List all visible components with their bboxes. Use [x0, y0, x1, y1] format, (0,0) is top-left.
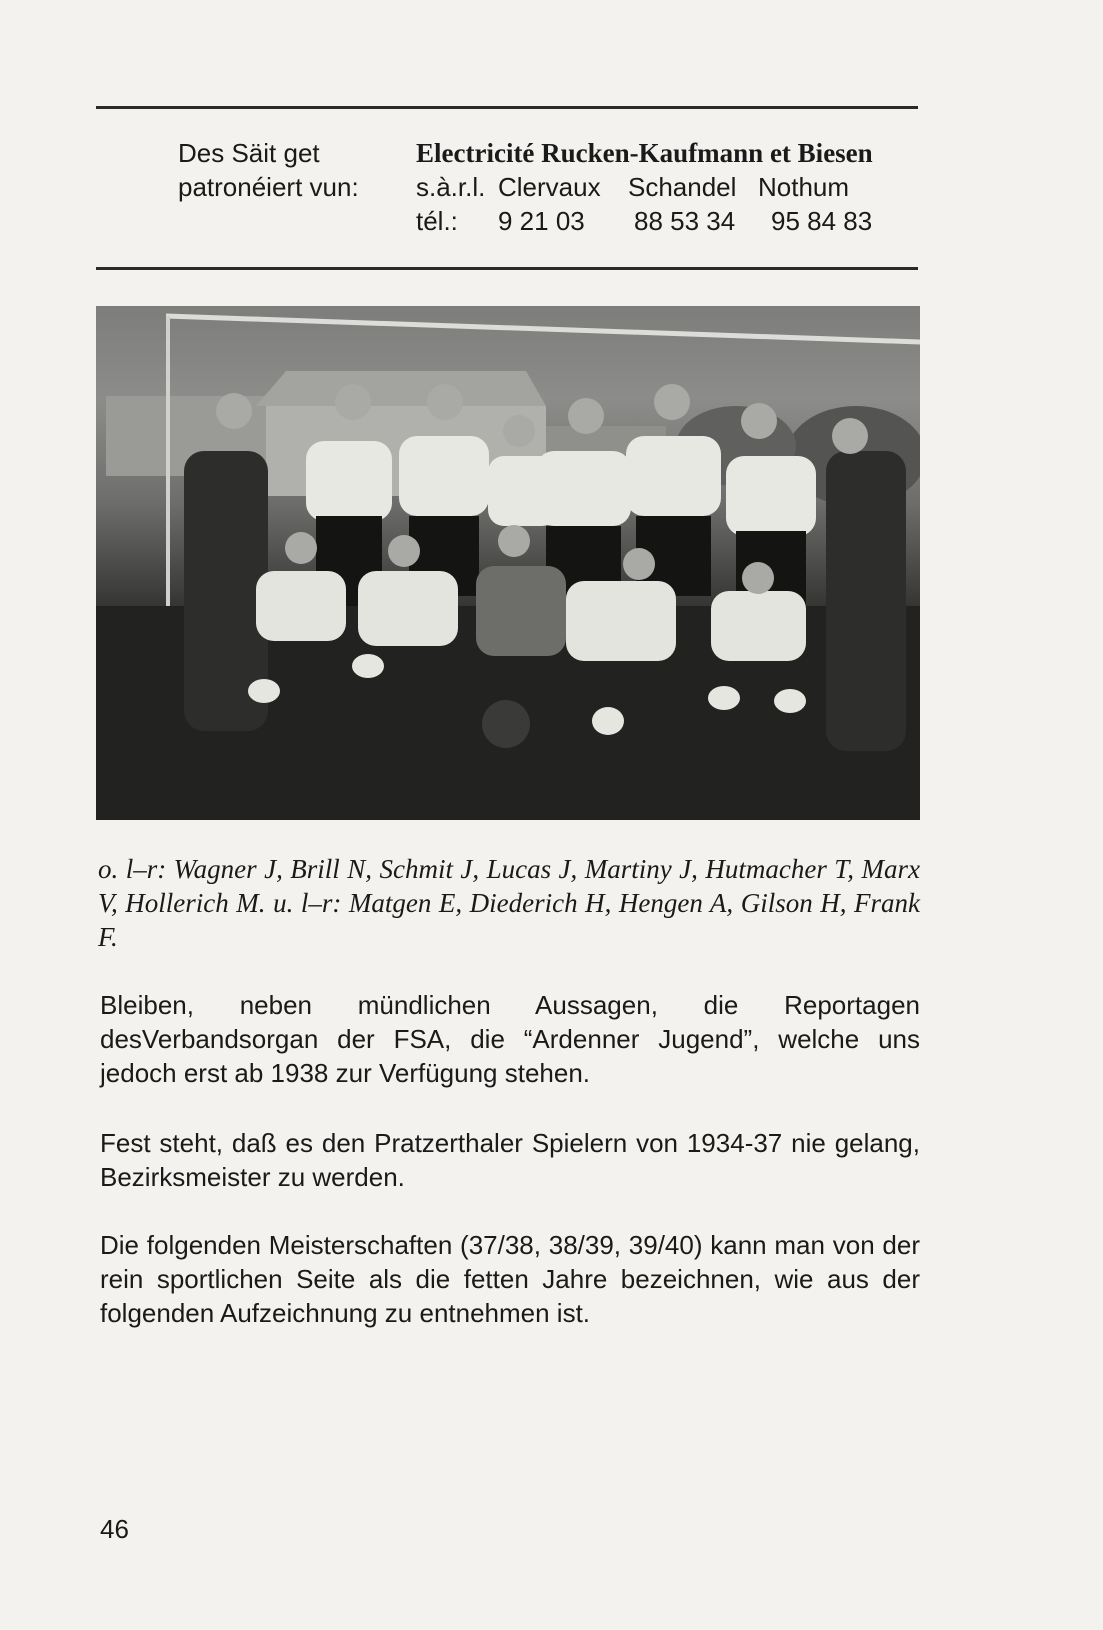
sponsor-company: Electricité Rucken-Kaufmann et Biesen — [416, 138, 873, 168]
paragraph: Fest steht, daß es den Pratzerthaler Spielern von 1934-37 nie gelang, Bezirksmeister zu werden. — [100, 1128, 920, 1192]
sponsor-location: Nothum — [758, 172, 850, 202]
page-number: 46 — [100, 1514, 129, 1544]
sponsor-phone: 95 84 83 — [771, 206, 873, 236]
sponsor-location: Schandel — [628, 172, 737, 202]
sponsor-phone: 9 21 03 — [498, 206, 585, 236]
bottom-rule — [96, 267, 918, 270]
top-rule — [96, 106, 918, 109]
sponsor-label-line2: patronéiert vun: — [178, 172, 359, 202]
photo-caption: o. l–r: Wagner J, Brill N, Schmit J, Lucas J, Martiny J, Hutmacher T, Marx V, Hollerich M. u. l–r: Matgen E, Diederich H, Hengen A, Gilson H, Frank F. — [98, 854, 920, 952]
sponsor-phone: 88 53 34 — [634, 206, 736, 236]
sponsor-location: Clervaux — [498, 172, 601, 202]
team-photo — [96, 306, 920, 820]
sponsor-label-line1: Des Säit get — [178, 138, 320, 168]
sponsor-label — [178, 136, 408, 204]
team-photo-illustration — [96, 306, 920, 820]
paragraph: Die folgenden Meisterschaften (37/38, 38/39, 39/40) kann man von der rein sportlichen Seite als die fetten Jahre bezeichnen, wie aus der folgenden Aufzeichnung zu entnehmen ist. — [100, 1230, 920, 1328]
sponsor-phone-label: tél.: — [416, 206, 458, 236]
sponsor-legal-form: s.à.r.l. — [416, 172, 486, 202]
paragraph: Bleiben, neben mündlichen Aussagen, die Reportagen desVerbandsorgan der FSA, die “Ardenner Jugend”, welche uns jedoch erst ab 1938 zur Verfügung stehen. — [100, 990, 920, 1088]
